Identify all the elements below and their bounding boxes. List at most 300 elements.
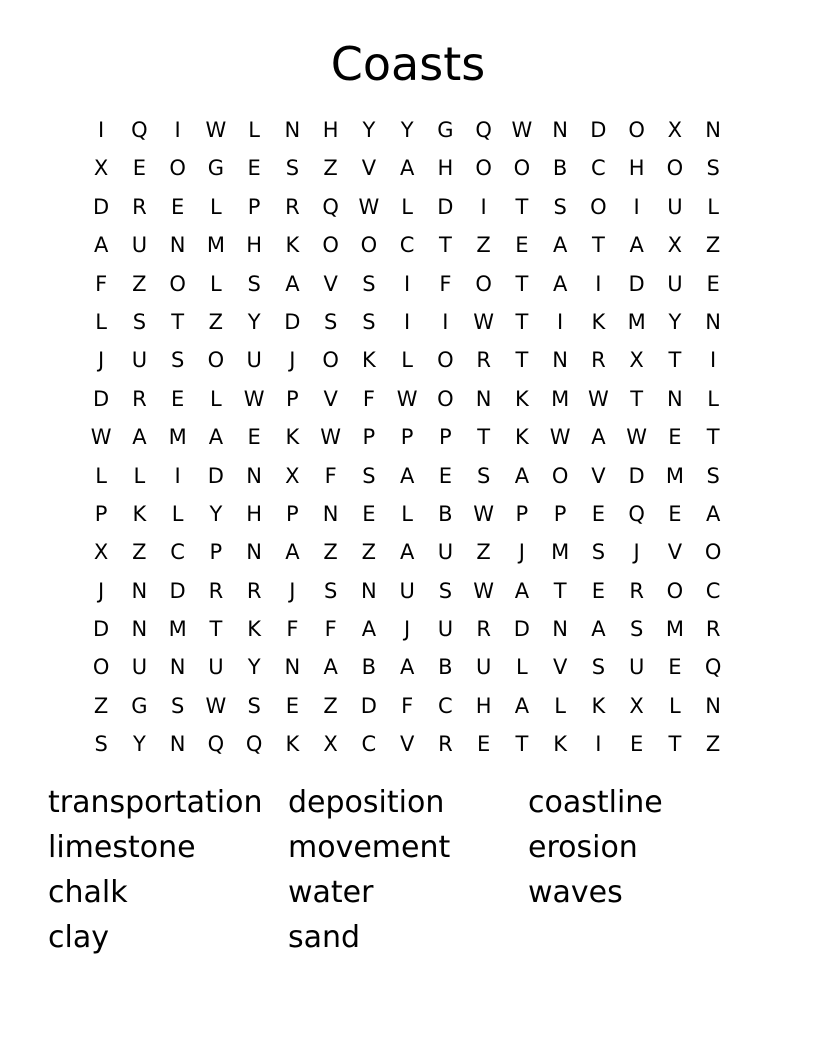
grid-letter: R: [476, 617, 491, 642]
grid-letter: P: [362, 425, 376, 450]
grid-letter: K: [285, 233, 300, 258]
grid-letter: S: [591, 655, 606, 680]
grid-letter: A: [552, 271, 568, 296]
grid-letter: Z: [705, 732, 721, 757]
grid-letter: I: [633, 194, 640, 219]
grid-letter: B: [361, 655, 377, 680]
grid-row: [82, 648, 732, 686]
grid-letter: C: [170, 540, 185, 565]
grid-letter: W: [205, 693, 227, 718]
grid-letter: A: [514, 693, 530, 718]
grid-letter: F: [362, 386, 375, 411]
grid-letter: X: [323, 732, 338, 757]
page-title: Coasts: [330, 37, 486, 91]
grid-letter: Q: [475, 118, 492, 142]
grid-letter: D: [513, 617, 530, 642]
grid-letter: V: [591, 463, 606, 488]
grid-letter: W: [358, 194, 380, 219]
grid-letter: T: [171, 309, 185, 334]
grid-letter: N: [705, 693, 721, 718]
grid-letter: T: [438, 233, 452, 258]
grid-letter: L: [516, 655, 528, 680]
grid-letter: U: [399, 578, 415, 603]
grid-letter: Q: [322, 194, 339, 219]
grid-letter: A: [591, 617, 606, 642]
grid-letter: A: [361, 617, 377, 642]
grid-letter: Q: [207, 732, 225, 757]
grid-letter: E: [668, 425, 682, 450]
grid-letter: Q: [704, 655, 722, 680]
grid-letter: N: [169, 732, 186, 757]
grid-letter: B: [438, 501, 453, 526]
grid-letter: S: [362, 309, 376, 334]
grid-letter: H: [437, 156, 454, 181]
grid-letter: A: [399, 540, 415, 565]
grid-letter: W: [205, 118, 227, 142]
grid-letter: K: [591, 309, 606, 334]
grid-letter: L: [133, 463, 146, 488]
grid-letter: T: [630, 386, 644, 411]
grid-letter: O: [513, 156, 531, 181]
grid-letter: J: [289, 578, 296, 603]
grid-letter: A: [705, 501, 721, 526]
grid-letter: Z: [476, 540, 491, 565]
grid-letter: Y: [668, 309, 682, 334]
grid-letter: G: [131, 693, 148, 718]
grid-letter: N: [361, 578, 377, 603]
grid-letter: U: [667, 271, 683, 296]
grid-letter: Y: [362, 118, 376, 142]
grid-letter: N: [475, 386, 492, 411]
grid-letter: O: [169, 156, 186, 181]
grid-letter: N: [705, 309, 721, 334]
grid-letter: O: [551, 463, 569, 488]
grid-letter: B: [552, 156, 568, 181]
grid-letter: S: [247, 271, 261, 296]
grid-letter: S: [629, 617, 644, 642]
grid-row: [82, 725, 732, 763]
grid-letter: Z: [323, 693, 338, 718]
grid-letter: W: [626, 425, 647, 450]
grid-letter: F: [439, 271, 452, 296]
grid-row: [82, 533, 732, 571]
grid-letter: D: [437, 194, 454, 219]
grid-letter: A: [591, 425, 606, 450]
grid-letter: N: [284, 655, 301, 680]
grid-letter: U: [131, 233, 148, 258]
grid-letter: L: [248, 118, 260, 142]
grid-letter: R: [476, 348, 491, 373]
grid-letter: S: [132, 309, 147, 334]
grid-letter: R: [629, 578, 644, 603]
grid-letter: C: [591, 156, 606, 181]
grid-letter: Q: [245, 732, 263, 757]
grid-letter: S: [438, 578, 453, 603]
grid-letter: F: [401, 693, 414, 718]
grid-letter: N: [284, 118, 301, 142]
grid-letter: O: [322, 233, 339, 258]
grid-letter: R: [246, 578, 262, 603]
grid-letter: Z: [132, 540, 147, 565]
grid-letter: M: [665, 617, 684, 642]
grid-letter: N: [169, 655, 186, 680]
grid-letter: Z: [132, 271, 147, 296]
grid-row: [82, 418, 732, 456]
grid-row: [82, 572, 732, 610]
grid-letter: D: [284, 309, 301, 334]
grid-letter: R: [132, 386, 147, 411]
grid-letter: R: [705, 617, 721, 642]
grid-letter: B: [438, 655, 453, 680]
grid-letter: O: [704, 540, 722, 565]
grid-letter: K: [247, 617, 262, 642]
word-search-grid: [82, 111, 732, 764]
grid-letter: J: [289, 348, 296, 373]
grid-letter: A: [399, 655, 415, 680]
grid-letter: A: [132, 425, 147, 450]
grid-letter: E: [285, 693, 300, 718]
grid-letter: H: [246, 501, 263, 526]
grid-letter: W: [587, 386, 609, 411]
grid-letter: I: [710, 348, 717, 373]
grid-letter: K: [514, 386, 529, 411]
grid-letter: O: [437, 386, 454, 411]
grid-letter: N: [552, 617, 568, 642]
grid-letter: H: [475, 693, 492, 718]
grid-letter: W: [473, 578, 494, 603]
grid-letter: P: [94, 501, 108, 526]
grid-letter: S: [323, 578, 338, 603]
grid-letter: X: [93, 540, 109, 565]
grid-letter: Z: [208, 309, 224, 334]
grid-letter: F: [95, 271, 108, 296]
grid-letter: N: [552, 118, 568, 142]
grid-letter: R: [208, 578, 224, 603]
grid-letter: I: [174, 463, 181, 488]
grid-letter: N: [667, 386, 683, 411]
grid-letter: C: [705, 578, 721, 603]
grid-letter: N: [131, 617, 148, 642]
grid-letter: L: [171, 501, 184, 526]
word-bank: [48, 780, 768, 960]
grid-letter: H: [322, 118, 339, 142]
grid-letter: Z: [93, 693, 109, 718]
grid-letter: I: [404, 309, 411, 334]
grid-letter: E: [476, 732, 491, 757]
grid-letter: E: [247, 425, 261, 450]
grid-letter: C: [438, 693, 453, 718]
grid-letter: Y: [400, 118, 414, 142]
grid-letter: T: [477, 425, 491, 450]
word-bank-item: chalk: [48, 875, 128, 910]
grid-letter: U: [131, 348, 148, 373]
grid-letter: D: [207, 463, 224, 488]
grid-letter: L: [210, 386, 222, 411]
grid-letter: W: [90, 425, 112, 450]
grid-letter: M: [627, 309, 646, 334]
grid-letter: P: [439, 425, 452, 450]
grid-letter: D: [360, 693, 377, 718]
grid-letter: R: [285, 194, 300, 219]
grid-letter: A: [514, 578, 530, 603]
grid-letter: J: [98, 348, 105, 373]
word-bank-item: erosion: [528, 830, 638, 865]
grid-letter: J: [98, 578, 105, 603]
word-bank-item: waves: [528, 875, 623, 910]
word-bank-item: clay: [48, 920, 109, 955]
grid-letter: P: [286, 386, 299, 411]
grid-letter: K: [285, 425, 300, 450]
grid-letter: K: [591, 693, 606, 718]
grid-letter: S: [285, 156, 300, 181]
grid-letter: Z: [361, 540, 377, 565]
grid-letter: O: [322, 348, 339, 373]
grid-letter: R: [591, 348, 606, 373]
grid-letter: H: [246, 233, 263, 258]
grid-letter: P: [286, 501, 299, 526]
grid-letter: Y: [209, 501, 223, 526]
grid-letter: A: [208, 425, 224, 450]
word-bank-item: sand: [288, 920, 361, 955]
grid-letter: W: [243, 386, 265, 411]
grid-letter: Z: [705, 233, 721, 258]
grid-letter: D: [93, 194, 110, 219]
grid-letter: D: [590, 118, 607, 142]
grid-letter: E: [362, 501, 376, 526]
grid-letter: V: [552, 655, 568, 680]
grid-letter: R: [438, 732, 453, 757]
grid-letter: O: [666, 156, 684, 181]
grid-row: [82, 111, 732, 149]
grid-letter: L: [401, 348, 413, 373]
grid-letter: I: [98, 118, 105, 142]
grid-letter: U: [208, 655, 224, 680]
grid-letter: L: [95, 309, 107, 334]
word-bank-item: transportation: [48, 785, 263, 820]
grid-letter: P: [247, 194, 261, 219]
grid-row: [82, 265, 732, 303]
grid-letter: U: [667, 194, 683, 219]
grid-letter: T: [668, 348, 682, 373]
grid-letter: W: [396, 386, 418, 411]
grid-letter: P: [400, 425, 414, 450]
grid-letter: I: [595, 732, 602, 757]
grid-letter: L: [554, 693, 566, 718]
grid-letter: M: [168, 617, 187, 642]
grid-letter: A: [285, 271, 300, 296]
grid-letter: I: [595, 271, 602, 296]
grid-letter: L: [210, 194, 222, 219]
word-bank-item: water: [288, 875, 374, 910]
grid-letter: A: [552, 233, 568, 258]
grid-letter: K: [132, 501, 147, 526]
grid-letter: F: [324, 617, 337, 642]
grid-letter: O: [628, 118, 645, 142]
grid-letter: N: [131, 578, 148, 603]
grid-letter: U: [437, 540, 454, 565]
grid-letter: E: [629, 732, 644, 757]
grid-letter: M: [551, 386, 570, 411]
grid-letter: X: [93, 156, 109, 181]
grid-letter: Y: [132, 732, 146, 757]
grid-letter: V: [361, 156, 377, 181]
grid-letter: X: [667, 118, 683, 142]
grid-letter: S: [553, 194, 567, 219]
grid-letter: D: [628, 463, 645, 488]
grid-letter: L: [210, 271, 222, 296]
grid-letter: K: [285, 732, 300, 757]
grid-letter: P: [209, 540, 223, 565]
grid-row: [82, 610, 732, 648]
grid-letter: A: [399, 156, 415, 181]
grid-letter: W: [549, 425, 571, 450]
grid-letter: A: [285, 540, 300, 565]
grid-letter: M: [168, 425, 187, 450]
grid-letter: W: [473, 309, 494, 334]
word-bank-item: movement: [288, 830, 451, 865]
grid-letter: O: [475, 271, 492, 296]
grid-row: [82, 457, 732, 495]
grid-letter: S: [362, 271, 376, 296]
grid-letter: F: [286, 617, 299, 642]
grid-letter: U: [628, 655, 645, 680]
grid-letter: O: [666, 578, 684, 603]
grid-letter: D: [628, 271, 645, 296]
grid-letter: O: [475, 156, 492, 181]
grid-letter: H: [628, 156, 645, 181]
grid-letter: A: [629, 233, 644, 258]
grid-letter: R: [132, 194, 147, 219]
grid-letter: O: [92, 655, 110, 680]
grid-letter: X: [629, 348, 644, 373]
grid-letter: S: [362, 463, 376, 488]
grid-letter: S: [476, 463, 491, 488]
grid-letter: T: [515, 271, 529, 296]
grid-letter: L: [669, 693, 681, 718]
grid-letter: A: [93, 233, 109, 258]
grid-letter: N: [169, 233, 186, 258]
grid-letter: N: [705, 118, 721, 142]
grid-letter: N: [246, 540, 262, 565]
word-bank-item: deposition: [288, 785, 445, 820]
grid-letter: S: [323, 309, 338, 334]
grid-letter: L: [401, 501, 413, 526]
grid-letter: O: [590, 194, 607, 219]
grid-letter: K: [553, 732, 568, 757]
grid-letter: V: [399, 732, 415, 757]
grid-letter: O: [437, 348, 454, 373]
grid-row: [82, 303, 732, 341]
word-bank-item: coastline: [528, 785, 663, 820]
grid-letter: J: [518, 540, 525, 565]
grid-letter: D: [93, 386, 110, 411]
grid-letter: J: [633, 540, 640, 565]
grid-row: [82, 687, 732, 725]
grid-row: [82, 380, 732, 418]
grid-letter: N: [246, 463, 262, 488]
grid-letter: I: [557, 309, 564, 334]
grid-letter: C: [399, 233, 415, 258]
grid-letter: N: [322, 501, 339, 526]
grid-letter: E: [515, 233, 529, 258]
grid-letter: M: [665, 463, 684, 488]
grid-letter: N: [552, 348, 568, 373]
grid-letter: E: [668, 501, 682, 526]
grid-row: [82, 495, 732, 533]
grid-letter: M: [551, 540, 570, 565]
grid-letter: V: [323, 271, 338, 296]
grid-letter: U: [475, 655, 492, 680]
grid-letter: W: [473, 501, 494, 526]
grid-row: [82, 149, 732, 187]
grid-letter: W: [320, 425, 341, 450]
grid-letter: S: [170, 348, 185, 373]
grid-letter: K: [361, 348, 376, 373]
grid-letter: E: [438, 463, 453, 488]
grid-letter: T: [209, 617, 223, 642]
grid-letter: J: [404, 617, 411, 642]
grid-letter: E: [247, 156, 261, 181]
grid-letter: L: [95, 463, 107, 488]
grid-letter: T: [553, 578, 567, 603]
grid-letter: M: [206, 233, 225, 258]
grid-letter: T: [706, 425, 720, 450]
grid-letter: E: [591, 501, 606, 526]
grid-letter: P: [553, 501, 567, 526]
grid-letter: A: [514, 463, 530, 488]
grid-letter: C: [361, 732, 377, 757]
grid-letter: Y: [247, 655, 261, 680]
grid-letter: V: [667, 540, 683, 565]
grid-letter: S: [706, 156, 720, 181]
grid-letter: Z: [323, 156, 338, 181]
grid-letter: W: [511, 118, 533, 142]
grid-letter: T: [591, 233, 605, 258]
grid-letter: T: [668, 732, 682, 757]
grid-letter: S: [706, 463, 720, 488]
grid-letter: G: [437, 118, 454, 142]
grid-letter: Z: [476, 233, 491, 258]
grid-letter: K: [514, 425, 529, 450]
grid-letter: S: [247, 693, 261, 718]
grid-letter: L: [707, 194, 719, 219]
grid-letter: E: [132, 156, 147, 181]
grid-letter: O: [360, 233, 378, 258]
grid-letter: O: [207, 348, 225, 373]
grid-letter: S: [94, 732, 108, 757]
grid-letter: I: [404, 271, 411, 296]
grid-letter: Y: [247, 309, 261, 334]
grid-letter: E: [668, 655, 682, 680]
grid-letter: A: [323, 655, 338, 680]
grid-letter: D: [169, 578, 186, 603]
grid-letter: S: [591, 540, 606, 565]
grid-letter: L: [707, 386, 719, 411]
grid-letter: A: [399, 463, 415, 488]
grid-row: [82, 226, 732, 264]
grid-letter: X: [667, 233, 683, 258]
grid-letter: I: [442, 309, 449, 334]
grid-letter: E: [170, 194, 185, 219]
grid-letter: O: [169, 271, 186, 296]
grid-letter: P: [515, 501, 529, 526]
grid-letter: D: [93, 617, 110, 642]
grid-letter: G: [207, 156, 225, 181]
grid-letter: I: [174, 118, 181, 142]
grid-letter: X: [285, 463, 300, 488]
grid-letter: E: [706, 271, 720, 296]
grid-letter: U: [437, 617, 454, 642]
